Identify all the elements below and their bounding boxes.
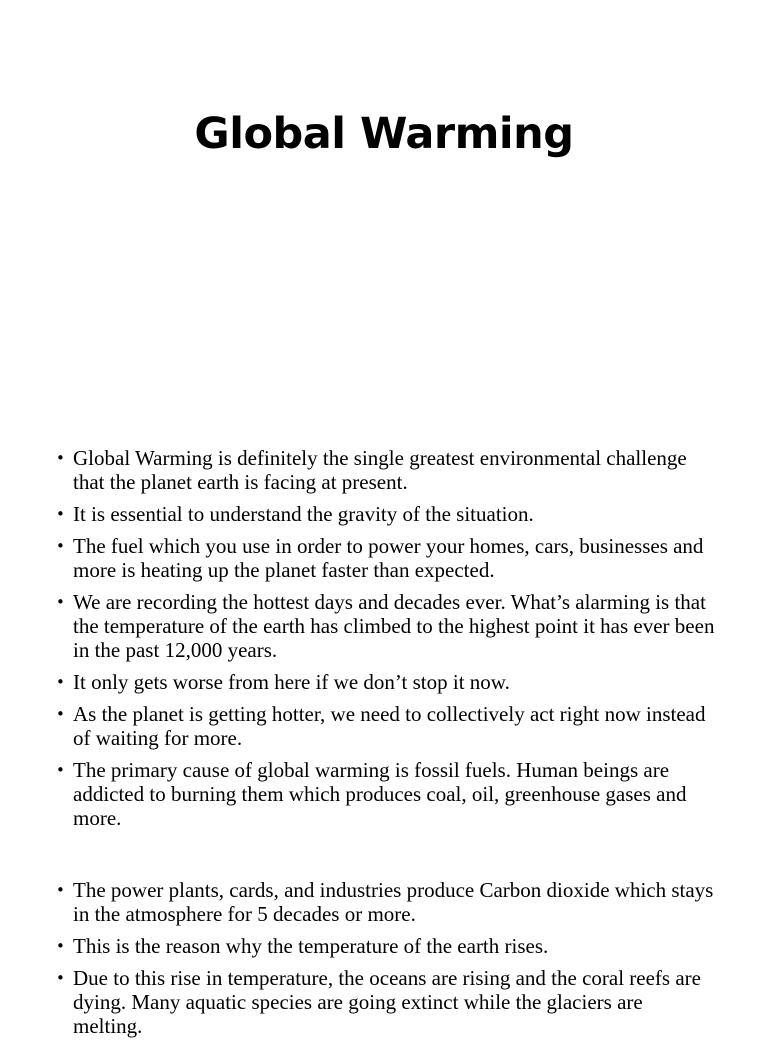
bullet-list-section-2 [56, 878, 716, 1046]
bullet-item [56, 966, 716, 1038]
bullet-item [56, 446, 716, 494]
bullet-item [56, 502, 716, 526]
bullet-icon: • [56, 881, 65, 899]
bullet-icon: • [56, 673, 65, 691]
bullet-icon: • [56, 537, 65, 555]
bullet-text: The power plants, cards, and industries produce Carbon dioxide which stays in the atmosphere for 5 decades or more. [73, 878, 714, 926]
page-title: Global Warming [194, 109, 574, 159]
bullet-icon: • [56, 937, 65, 955]
bullet-icon: • [56, 505, 65, 523]
bullet-text: We are recording the hottest days and decades ever. What’s alarming is that the temperature of the earth has climbed to the highest point it has ever been in the past 12,000 years. [73, 590, 715, 662]
bullet-text: Global Warming is definitely the single greatest environmental challenge that the planet earth is facing at present. [73, 446, 687, 494]
bullet-text: It only gets worse from here if we don’t stop it now. [73, 670, 510, 694]
bullet-icon: • [56, 969, 65, 987]
bullet-text: As the planet is getting hotter, we need to collectively act right now instead of waiting for more. [73, 702, 706, 750]
bullet-icon: • [56, 449, 65, 467]
bullet-text: It is essential to understand the gravity of the situation. [73, 502, 534, 526]
bullet-text: This is the reason why the temperature of the earth rises. [73, 934, 549, 958]
bullet-icon: • [56, 593, 65, 611]
bullet-item [56, 702, 716, 750]
bullet-item [56, 670, 716, 694]
bullet-icon: • [56, 705, 65, 723]
bullet-text: The primary cause of global warming is fossil fuels. Human beings are addicted to burning them which produces coal, oil, greenhouse gases and more. [73, 758, 687, 830]
bullet-item [56, 934, 716, 958]
bullet-item [56, 534, 716, 582]
bullet-item [56, 590, 716, 662]
bullet-item [56, 878, 716, 926]
bullet-text: The fuel which you use in order to power your homes, cars, businesses and more is heating up the planet faster than expected. [73, 534, 704, 582]
bullet-text: Due to this rise in temperature, the oceans are rising and the coral reefs are dying. Many aquatic species are going extinct while the glaciers are melting. [73, 966, 701, 1038]
bullet-icon: • [56, 761, 65, 779]
bullet-item [56, 758, 716, 830]
bullet-list-section-1 [56, 446, 716, 838]
